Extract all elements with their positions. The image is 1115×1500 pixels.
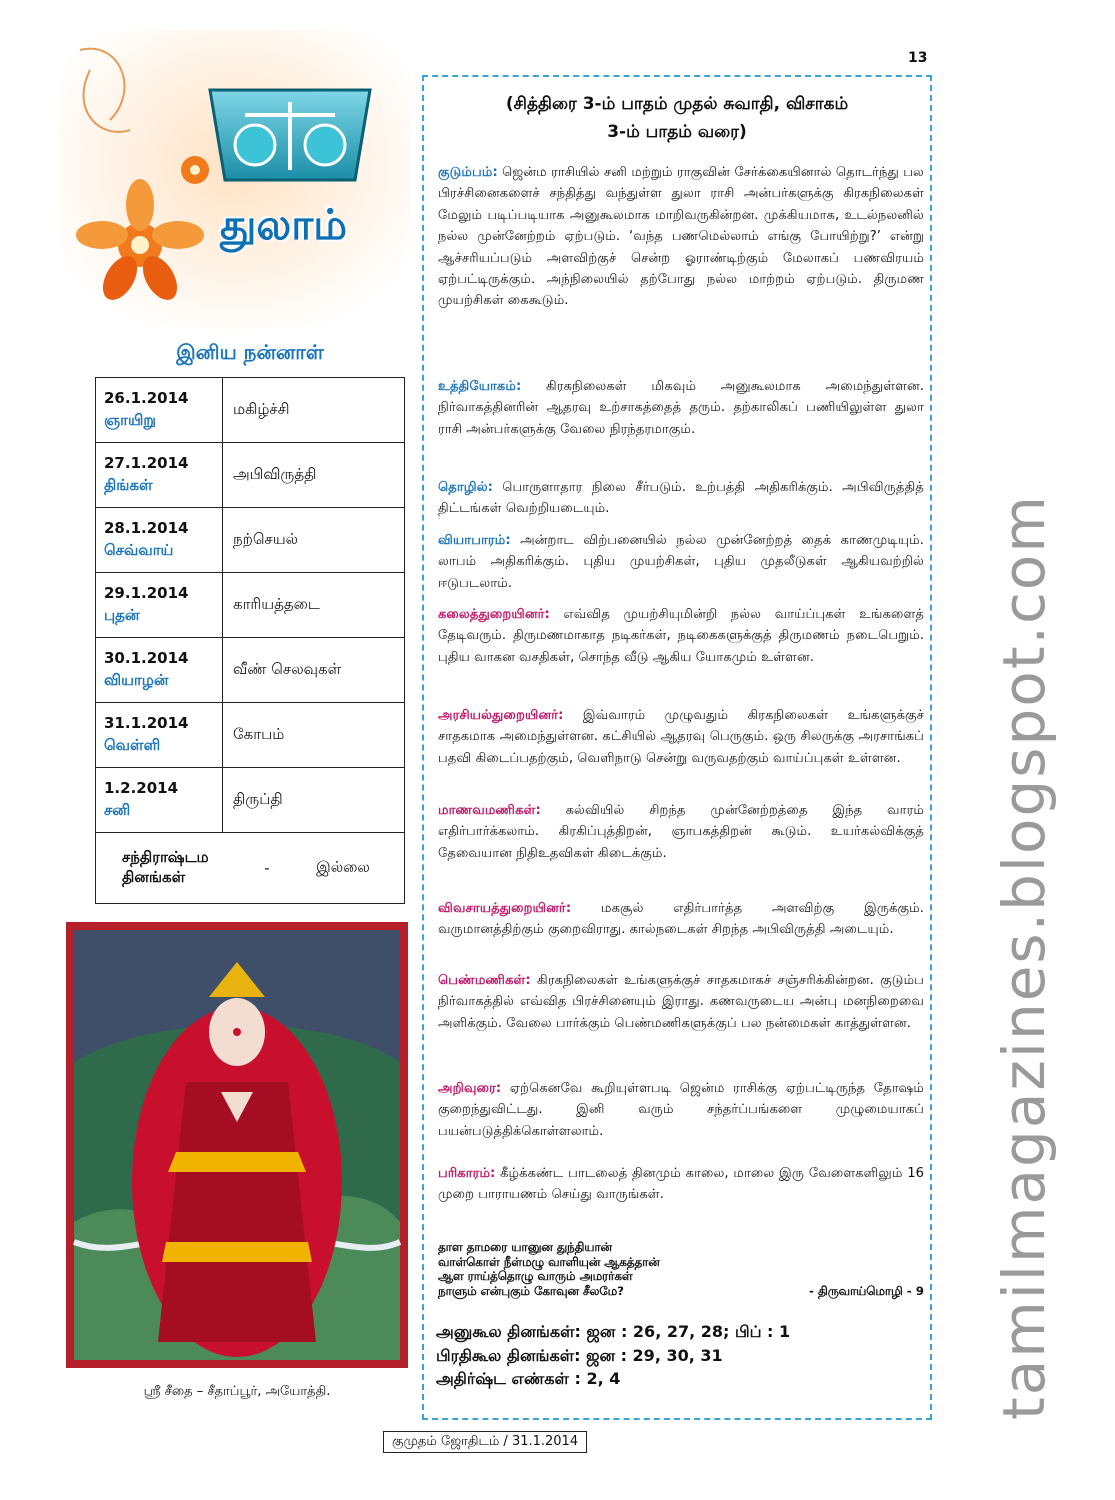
table-row [96, 768, 405, 833]
section-label: பெண்மணிகள்: [438, 973, 531, 988]
section-text: மகசூல் எதிர்பார்த்த அளவிற்கு இருக்கும். வருமானத்திற்கும் குறைவிராது. கால்நடைகள் சிறந்த அபிவிருத்தி அடையும். [438, 901, 924, 938]
section-advice [438, 1078, 924, 1142]
poem [438, 1240, 924, 1298]
chandrashtama-value: இல்லை [316, 858, 370, 876]
row-day: திங்கள் [104, 476, 153, 494]
section-label: கலைத்துறையினர்: [438, 607, 550, 622]
table-row [96, 703, 405, 768]
dates-table [95, 377, 405, 904]
table-row [96, 573, 405, 638]
star-range-subtitle [432, 90, 922, 146]
section-politics [438, 705, 924, 769]
photo-caption: ஸ்ரீ சீதை – சீதாப்பூர், அயோத்தி. [143, 1384, 331, 1399]
section-remedy [438, 1163, 924, 1206]
zodiac-header-art [60, 30, 410, 330]
section-employment [438, 376, 924, 440]
page-number: 13 [908, 50, 928, 66]
section-text: பொருளாதார நிலை சீர்படும். உற்பத்தி அதிகரிக்கும். அபிவிருத்தித் திட்டங்கள் வெற்றியடையும். [438, 480, 924, 517]
row-event: காரியத்தடை [223, 573, 405, 638]
section-agriculture [438, 898, 924, 941]
dates-heading: இனிய நன்னாள் [176, 340, 324, 364]
poem-line: நாளும் என்புகும் கோவுன சீலமே? [438, 1283, 624, 1298]
row-day: புதன் [104, 606, 140, 624]
subtitle-line2: 3-ம் பாதம் வரை) [607, 122, 747, 142]
chandrashtama-dash: - [264, 859, 270, 877]
section-text: எவ்வித முயற்சியுமின்றி நல்ல வாய்ப்புகள் உங்களைத் தேடிவரும். திருமணமாகாத நடிகர்கள், நடிகைகளுக்குத் திருமணம் நடைபெறும். புதிய வாகன வசதிகள், சொந்த வீடு ஆகிய யோகமும் உள்ளன. [438, 607, 924, 665]
chandrashtama-label: சந்திராஷ்டம [122, 848, 209, 866]
unfavourable-days: பிரதிகூல தினங்கள்: ஜன : 29, 30, 31 [436, 1345, 723, 1365]
table-row [96, 508, 405, 573]
section-women [438, 970, 924, 1034]
section-text: ஏற்கெனவே கூறியுள்ளபடி ஜென்ம ராசிக்கு ஏற்பட்டிருந்த தோஷம் குறைந்துவிட்டது. இனி வரும் சந்தர்ப்பங்களை முழுமையாகப் பயன்படுத்திக்கொள்ளலாம். [438, 1081, 924, 1139]
table-row [96, 378, 405, 443]
row-date: 1.2.2014 [104, 779, 179, 797]
poem-source: - திருவாய்மொழி - 9 [809, 1283, 924, 1298]
table-row [96, 443, 405, 508]
favourable-days: அனுகூல தினங்கள்: ஜன : 26, 27, 28; பிப் : 1 [436, 1322, 791, 1341]
section-label: அறிவுரை: [438, 1081, 502, 1096]
subtitle-line1: (சித்திரை 3-ம் பாதம் முதல் சுவாதி, விசாகம் [505, 94, 849, 114]
row-day: வெள்ளி [104, 736, 161, 754]
section-label: உத்தியோகம்: [438, 379, 522, 394]
section-students [438, 800, 924, 864]
row-date: 31.1.2014 [104, 714, 189, 732]
row-event: மகிழ்ச்சி [223, 378, 405, 443]
section-text: கிரகநிலைகள் மிகவும் அனுகூலமாக அமைந்துள்ளன. நிர்வாகத்தினரின் ஆதரவு உற்சாகத்தைத் தரும். தற்காலிகப் பணியிலுள்ள துலா ராசி அன்பர்களுக்கு வேலை நிரந்தரமாகும். [438, 379, 924, 437]
section-industry [438, 477, 924, 520]
row-event: கோபம் [223, 703, 405, 768]
days-summary [436, 1320, 926, 1391]
row-event: அபிவிருத்தி [223, 443, 405, 508]
section-text: கீழ்க்கண்ட பாடலைத் தினமும் காலை, மாலை இரு வேளைகளிலும் 16 முறை பாராயணம் செய்து வாருங்கள். [438, 1166, 924, 1203]
row-date: 27.1.2014 [104, 454, 189, 472]
poem-line: தாள தாமரை யானுன துந்தியான் [438, 1240, 612, 1254]
section-text: ஜென்ம ராசியில் சனி மற்றும் ராகுவின் சேர்க்கையினால் தொடர்ந்து பல பிரச்சினைகளைச் சந்தித்து வந்துள்ள துலா ராசி அன்பர்களுக்கு கிரகநிலைகள் மேலும் படிப்படியாக அனுகூலமாக மாறிவருகின்றன. முக்கியமாக, உடல்நலனில் நல்ல முன்னேற்றம் ஏற்படும். ‘வந்த பணமெல்லாம் எங்கு போயிற்று?’ என்று ஆச்சரியப்படும் அளவிற்குச் சென்ற ஓராண்டிற்கும் மேலாகப் பணவிரயம் ஏற்பட்டிருக்கும். அந்நிலையில் தற்போது நல்ல மாற்றம் ஏற்படும். திருமண முயற்சிகள் கைகூடும். [438, 165, 924, 309]
row-day: செவ்வாய் [104, 541, 174, 559]
row-date: 29.1.2014 [104, 584, 189, 602]
row-event: திருப்தி [223, 768, 405, 833]
lucky-numbers: அதிர்ஷ்ட எண்கள் : 2, 4 [436, 1369, 621, 1388]
section-label: விவசாயத்துறையினர்: [438, 901, 572, 916]
row-date: 30.1.2014 [104, 649, 189, 667]
footer-publication: குமுதம் ஜோதிடம் / 31.1.2014 [383, 1431, 587, 1453]
section-text: கிரகநிலைகள் உங்களுக்குச் சாதகமாகச் சஞ்சரிக்கின்றன. குடும்ப நிர்வாகத்தில் எவ்வித பிரச்சினையும் இராது. கணவருடைய அன்பு மனநிறைவை அளிக்கும். வேலை பார்க்கும் பெண்மணிகளுக்குப் பல நன்மைகள் காத்துள்ளன. [438, 973, 924, 1031]
section-text: கல்வியில் சிறந்த முன்னேற்றத்தை இந்த வாரம் எதிர்பார்க்கலாம். கிரகிப்புத்திறன், ஞாபகத்திறன் கூடும். உயர்கல்விக்குத் தேவையான நிதிஉதவிகள் கிடைக்கும். [438, 803, 924, 861]
zodiac-title: துலாம் [220, 200, 348, 249]
section-label: அரசியல்துறையினர்: [438, 708, 564, 723]
section-label: பரிகாரம்: [438, 1166, 496, 1181]
section-text: அன்றாட விற்பனையில் நல்ல முன்னேற்றத் தைக் காணமுடியும். லாபம் அதிகரிக்கும். புதிய முயற்சிகள், புதிய முதலீடுகள் ஆகியவற்றில் ஈடுபடலாம். [438, 533, 924, 591]
section-family [438, 162, 924, 312]
poem-line: வாள்கொள் நீள்மழு வாளியுன் ஆகத்தான் [438, 1254, 660, 1269]
side-watermark-url: tamilmagazines.blogspot.com [990, 494, 1058, 1420]
row-day: சனி [104, 801, 131, 819]
row-date: 28.1.2014 [104, 519, 189, 537]
poem-line: ஆள ராய்த்தொழு வாரும் அமரர்கள் [438, 1269, 633, 1283]
section-business [438, 530, 924, 594]
section-label: மாணவமணிகள்: [438, 803, 541, 818]
table-row [96, 638, 405, 703]
chandrashtama-label-line2: தினங்கள் [122, 868, 186, 886]
row-day: ஞாயிறு [104, 411, 156, 429]
row-event: நற்செயல் [223, 508, 405, 573]
chandrashtama-row [96, 833, 405, 904]
deity-photo [66, 922, 408, 1368]
row-date: 26.1.2014 [104, 389, 189, 407]
section-label: வியாபாரம்: [438, 533, 511, 548]
row-event: வீண் செலவுகள் [223, 638, 405, 703]
section-text: இவ்வாரம் முழுவதும் கிரகநிலைகள் உங்களுக்குச் சாதகமாக அமைந்துள்ளன. கட்சியில் ஆதரவு பெருகும். ஒரு சிலருக்கு அரசாங்கப் பதவி கிடைப்பதற்கும், வெளிநாடு சென்று வருவதற்கும் வாய்ப்புகள் உள்ளன. [438, 708, 925, 766]
section-label: குடும்பம்: [438, 165, 498, 180]
libra-scales-icon [210, 90, 370, 180]
row-day: வியாழன் [104, 671, 169, 689]
section-label: தொழில்: [438, 480, 493, 495]
section-arts [438, 604, 924, 668]
